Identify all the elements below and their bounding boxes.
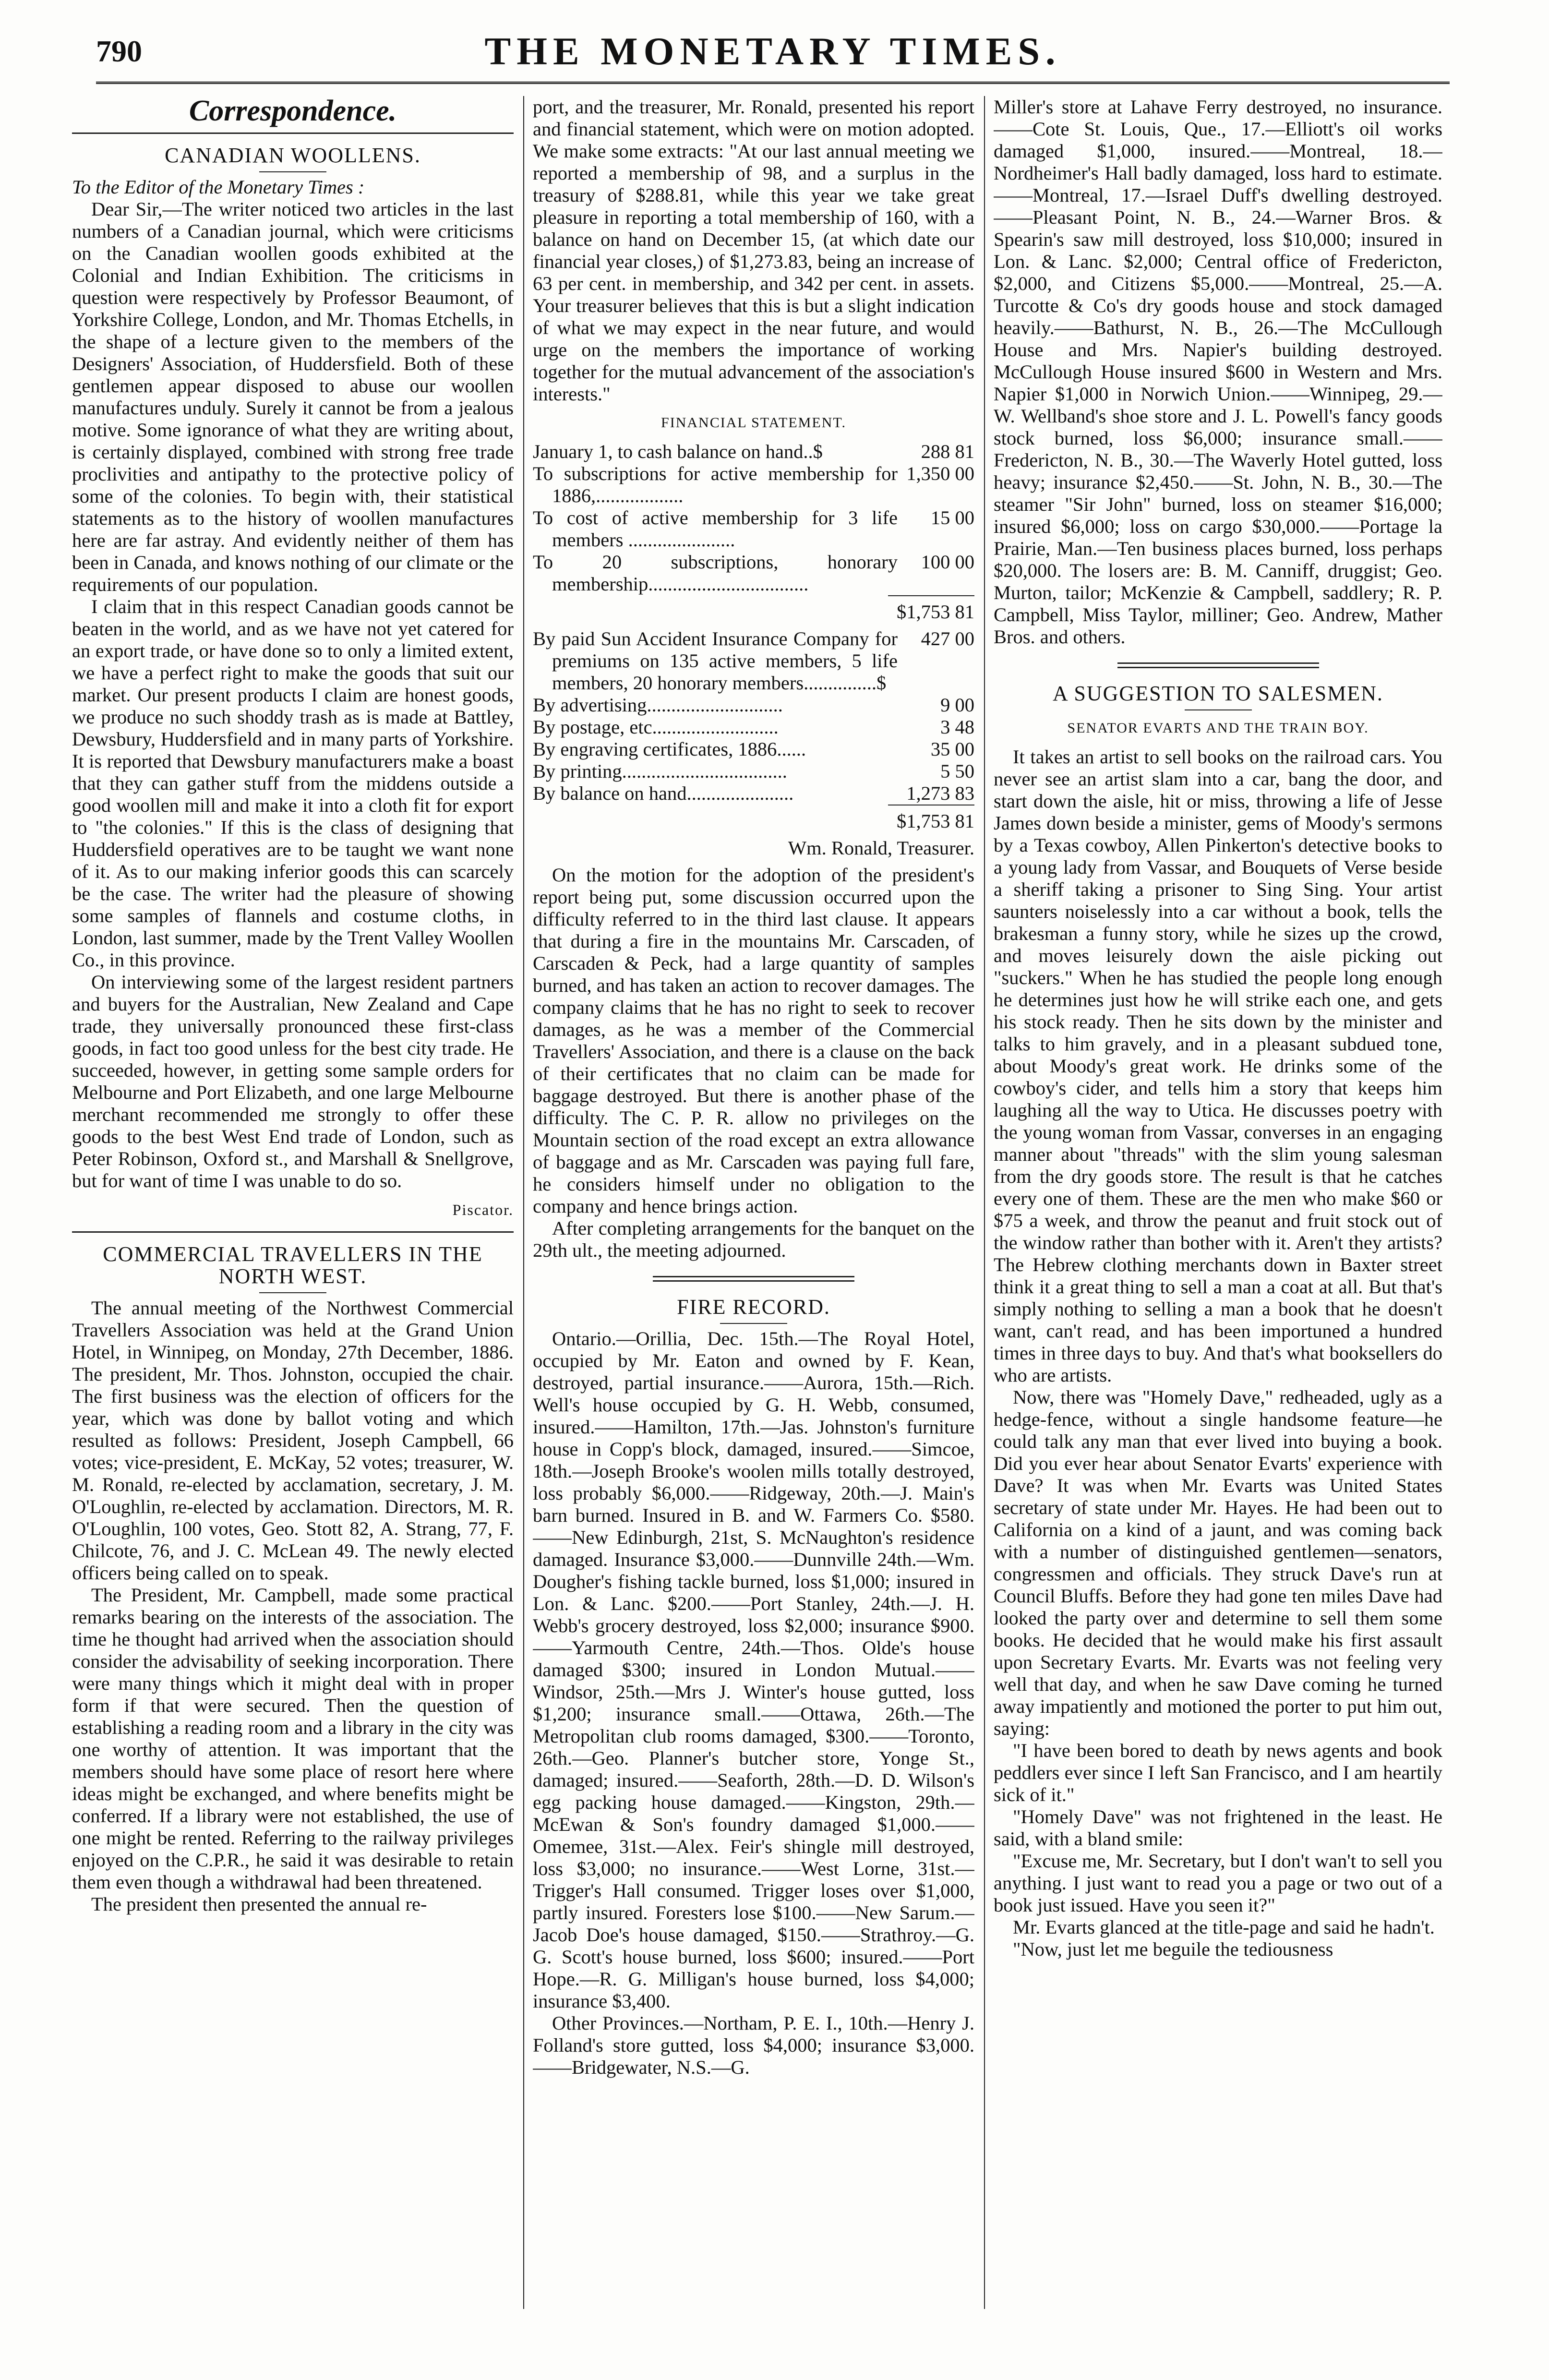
paragraph: I claim that in this respect Canadian goods cannot be beaten in the world, and as we have not yet catered for an export trade, or have done so to only a limited extent, we have a perfect right to make the goods that suit our market. Our present products I claim are honest goods, we produce no such shoddy trash as is made at Battley, Dewsbury, Huddersfield and in many parts of Yorkshire. It is reported that Dewsbury manufacturers make a boast that they can gather stuff from the middens outside a good woollen mill and make it into a cloth fit for export to "the colonies." If this is the class of designing that Huddersfield operatives are to be taught we want none of it. As to our making inferior goods this can scarcely be the case. The writer had the pleasure of showing some samples of flannels and costume cloths, in London, last summer, made by the Trent Valley Woollen Co., in this province. — [72, 596, 514, 971]
article-heading: A SUGGESTION TO SALESMEN. — [1053, 682, 1383, 705]
column-2 — [533, 96, 974, 2314]
signature: Piscator. — [452, 1201, 514, 1218]
financial-row-label: By engraving certificates, 1886...... — [533, 738, 806, 760]
financial-row — [533, 738, 974, 760]
divider — [72, 132, 514, 134]
financial-row-label: By postage, etc.......................... — [533, 716, 779, 738]
financial-table-expenditures — [533, 628, 974, 805]
financial-row-label: To 20 subscriptions, honorary membership................................. — [533, 551, 898, 595]
financial-row-value: 288 81 — [921, 441, 974, 462]
paragraph: Ontario.—Orillia, Dec. 15th.—The Royal Hotel, occupied by Mr. Eaton and owned by F. Kean, destroyed, partial insurance.——Aurora, 15th.—Rich. Well's house occupied by G. H. Webb, consumed, insured.——Hamilton, 17th.—Jas. Johnston's furniture house in Copp's block, damaged, insured.——Simcoe, 18th.—Joseph Brooke's woolen mills totally destroyed, loss probably $6,000.——Ridgeway, 20th.—J. Main's barn burned. Insured in B. and W. Farmers Co. $580.——New Edinburgh, 21st, S. McNaughton's residence damaged. Insurance $3,000.——Dunnville 24th.—Wm. Dougher's fishing tackle burned, loss $1,000; insured in Lon. & Lanc. $200.——Port Stanley, 24th.—J. H. Webb's grocery destroyed, loss $2,000; insurance $900.——Yarmouth Centre, 24th.—Thos. Olde's house damaged $300; insured in London Mutual.——Windsor, 25th.—Mrs J. Winter's house gutted, loss $1,200; insurance small.——Ottawa, 26th.—The Metropolitan club rooms damaged, $300.——Toronto, 26th.—Geo. Planner's butcher store, Yonge St., damaged; insured.——Seaforth, 28th.—D. D. Wilson's egg packing house damaged.——Kingston, 29th.—McEwan & Son's foundry damaged $1,000.——Omemee, 31st.—Alex. Feir's shingle mill destroyed, loss $3,000; no insurance.——West Lorne, 31st.—Trigger's Hall consumed. Trigger loses over $1,000, partly insured. Foresters lose $100.——New Sarum.—Jacob Doe's house damaged, $150.——Strathroy.—G. G. Scott's house burned, loss $600; insured.——Port Hope.—R. G. Milligan's house burned, loss $4,000; insurance $3,400. — [533, 1328, 974, 2012]
financial-row-value: 5 50 — [940, 760, 974, 782]
divider — [259, 1292, 326, 1293]
paragraph: Mr. Evarts glanced at the title-page and said he hadn't. — [1013, 1916, 1435, 1938]
divider — [1117, 662, 1319, 668]
financial-row-label: By balance on hand...................... — [533, 782, 794, 804]
financial-row — [533, 694, 974, 716]
financial-row-value: 35 00 — [930, 738, 974, 760]
section-title: Correspondence. — [189, 96, 397, 127]
financial-row — [533, 441, 974, 463]
column-divider — [984, 96, 985, 2309]
financial-row-label: To cost of active membership for 3 life members ...................... — [533, 507, 898, 551]
treasurer-signature: Wm. Ronald, Treasurer. — [788, 837, 974, 859]
paragraph: Miller's store at Lahave Ferry destroyed, no insurance.——Cote St. Louis, Que., 17.—Elliott's oil works damaged $1,000, insured.——Montreal, 18.—Nordheimer's Hall badly damaged, loss hard to estimate.——Montreal, 17.—Israel Duff's dwelling destroyed.——Pleasant Point, N. B., 24.—Warner Bros. & Spearin's saw mill destroyed, loss $10,000; insured in Lon. & Lanc. $2,000; Central office of Fredericton, $2,000, and Citizens $5,000.——Montreal, 25.—A. Turcotte & Co's dry goods house and stock damaged heavily.——Bathurst, N. B., 26.—The McCullough House and Mrs. Napier's building destroyed. McCullough House insured $600 in Western and Mrs. Napier $1,000 in Norwich Union.——Winnipeg, 29.—W. Wellband's shoe store and J. L. Powell's fancy goods stock burned, loss $6,000; insurance small.——Fredericton, N. B., 30.—The Waverly Hotel gutted, loss heavy; insurance $2,450.——St. John, N. B., 30.—The steamer "Sir John" burned, loss on steamer $16,000; insured $6,000; loss on cargo $30,000.——Portage la Prairie, Man.—Ten business places burned, loss perhaps $20,000. The losers are: B. M. Canniff, druggist; Geo. Murton, tailor; McKenzie & Campbell, saddlery; R. P. Campbell, Miss Taylor, milliner; Geo. Andrew, Mather Bros. and others. — [994, 96, 1442, 648]
financial-total: $1,753 81 — [897, 601, 974, 623]
paragraph: Now, there was "Homely Dave," redheaded, ugly as a hedge-fence, without a single handsome feature—he could talk any man that ever lived into buying a book. Did you ever hear about Senator Evarts' experience with Dave? It was when Mr. Evarts was United States secretary of state under Mr. Hayes. He had been out to California on a kind of a jaunt, and was coming back with a number of distinguished gentlemen—senators, congressmen and officials. They struck Dave's run at Council Bluffs. Before they had gone ten miles Dave had looked the party over and determine to sell them some books. He decided that he would make his first assault upon Secretary Evarts. Mr. Evarts was not feeling very well that day, and when he saw Dave coming he turned away impatiently and motioned the porter to put him out, saying: — [994, 1386, 1442, 1739]
divider — [1185, 709, 1252, 710]
paragraph: "Excuse me, Mr. Secretary, but I don't wan't to sell you anything. I just want to read you a page or two out of a book just issued. Have you seen it?" — [994, 1850, 1442, 1916]
financial-row — [533, 716, 974, 738]
financial-row-value: 1,273 83 — [906, 782, 974, 804]
paragraph: On interviewing some of the largest resident partners and buyers for the Australian, New Zealand and Cape trade, they universally pronounced these first-class goods, in fact too good unless for the best city trade. He succeeded, however, in getting some sample orders for Melbourne and Port Elizabeth, and one large Melbourne merchant recommended me strongly to offer these goods to the best West End trade of London, such as Peter Robinson, Oxford st., and Marshall & Snellgrove, but for want of time I was unable to do so. — [72, 971, 514, 1191]
financial-row-value: 100 00 — [921, 551, 974, 573]
paragraph: It takes an artist to sell books on the railroad cars. You never see an artist slam into a car, bang the door, and start down the aisle, hit or miss, throwing a life of Jesse James down beside a minister, gems of Moody's sermons by a Texas cowboy, Allen Pinkerton's detective books to a young lady from Vassar, and Bouquets of Verse beside a sheriff taking a prisoner to Sing Sing. Your artist saunters noiselessly into a car without a book, tells the brakesman a funny story, while he sizes up the crowd, and moves leisurely down the aisle picking out "suckers." When he has studied the people long enough he determines just how he will strike each one, and gets his stock ready. Then he sits down by the minister and talks to him gravely, and in a pleasant subdued tone, about Moody's great work. He drinks some of the cowboy's cider, and tells him a story that keeps him laughing all the way to Utica. He discusses poetry with the young woman from Vassar, converses in an engaging manner about "threads" with the slim young salesman from the dry goods store. The result is that he catches every one of them. These are the men who make $60 or $75 a week, and throw the peanut and fruit stock out of the window rather than bother with it. Aren't they artists? The Hebrew clothing merchants down in Baxter street think it a great thing to sell a man a coat at all. But that's simply nothing to selling a man a book that he doesn't want, can't read, and has been importuned a hundred times in three days to buy. And that's what booksellers do who are artists. — [994, 746, 1442, 1386]
divider — [72, 1231, 514, 1233]
paragraph: "I have been bored to death by news agents and book peddlers ever since I left San Francisco, and I am heartily sick of it." — [994, 1740, 1442, 1805]
financial-row-label: January 1, to cash balance on hand..$ — [533, 441, 823, 462]
salutation: To the Editor of the Monetary Times : — [72, 176, 365, 198]
financial-row — [533, 507, 974, 551]
divider — [259, 171, 326, 172]
column-1 — [72, 96, 514, 2314]
paragraph: Dear Sir,—The writer noticed two articles in the last numbers of a Canadian journal, which were criticisms on the Canadian woollen goods exhibited at the Colonial and Indian Exhibition. The criticisms in question were respectively by Professor Beaumont, of Yorkshire College, London, and Mr. Thomas Etchells, in the shape of a lecture given to the members of the Designers' Association, of Huddersfield. Both of these gentlemen appear disposed to abuse our woollen manufactures unduly. Surely it cannot be from a jealous motive. Some ignorance of what they are writing about, is certainly displayed, combined with strong free trade proclivities and antipathy to the protective policy of some of the colonies. To begin with, their statistical statements as to the history of woollen manufactures here are far astray. And evidently neither of them has been in Canada, and knows nothing of our climate or the requirements of our population. — [72, 198, 514, 595]
article-heading: COMMERCIAL TRAVELLERS IN THE NORTH WEST. — [103, 1242, 483, 1288]
page-header — [96, 29, 1450, 84]
article-subheading: SENATOR EVARTS AND THE TRAIN BOY. — [1067, 720, 1369, 736]
financial-row-value: 3 48 — [940, 716, 974, 738]
divider — [720, 1323, 787, 1324]
paragraph: The president then presented the annual re- — [91, 1893, 427, 1915]
paragraph: Other Provinces.—Northam, P. E. I., 10th.—Henry J. Folland's store gutted, loss $4,000; insurance $3,000.——Bridgewater, N.S.—G. — [533, 2012, 974, 2078]
financial-row — [533, 760, 974, 782]
article-heading: CANADIAN WOOLLENS. — [165, 144, 421, 167]
paragraph: "Now, just let me beguile the tediousness — [1013, 1938, 1333, 1960]
financial-row — [533, 782, 974, 805]
divider — [653, 1276, 854, 1282]
financial-row-label: To subscriptions for active membership for 1886,.................. — [533, 463, 898, 506]
table-heading: FINANCIAL STATEMENT. — [661, 415, 846, 431]
column-divider — [523, 96, 524, 2309]
financial-row-value: 427 00 — [921, 628, 974, 649]
total-rule — [888, 595, 974, 596]
financial-row-value: 15 00 — [930, 507, 974, 529]
financial-row-value: 1,350 00 — [906, 463, 974, 484]
article-heading: FIRE RECORD. — [677, 1295, 830, 1319]
paragraph: port, and the treasurer, Mr. Ronald, presented his report and financial statement, which were on motion adopted. We make some extracts: "At our last annual meeting we reported a membership of 98, and a surplus in the treasury of $288.81, while this year we take great pleasure in reporting a total membership of 160, with a balance on hand on December 15, (at which date our financial year closes,) of $1,273.83, being an increase of 63 per cent. in membership, and 342 per cent. in assets. Your treasurer believes that this is but a slight indication of what we may expect in the near future, and would urge on the members the importance of working together for the mutual advancement of the association's interests." — [533, 96, 974, 405]
financial-row-label: By printing.................................. — [533, 760, 787, 782]
paragraph: The President, Mr. Campbell, made some practical remarks bearing on the interests of the association. The time he thought had arrived when the association should consider the advisability of seeking incorporation. There were many things which it might deal with in proper form if that were secured. Then the question of establishing a reading room and a library in the city was one worthy of attention. It was important that the members should have some place of resort here where ideas might be exchanged, and where benefits might be conferred. If a library were not established, the use of one might be rented. Referring to the railway privileges enjoyed on the C.P.R., he said it was desirable to retain them even though a withdrawal had been threatened. — [72, 1584, 514, 1893]
masthead-title: THE MONETARY TIMES. — [484, 29, 1061, 73]
paragraph: The annual meeting of the Northwest Commercial Travellers Association was held at the Grand Union Hotel, in Winnipeg, on Monday, 27th December, 1886. The president, Mr. Thos. Johnston, occupied the chair. The first business was the election of officers for the year, which was done by ballot voting and which resulted as follows: President, Joseph Campbell, 66 votes; vice-president, E. McKay, 52 votes; treasurer, W. M. Ronald, re-elected by acclamation, secretary, J. M. O'Loughlin, re-elected by acclamation. Directors, M. R. O'Loughlin, 100 votes, Geo. Stott 82, A. Strang, 77, F. Chilcote, 76, and J. C. McLean 49. The newly elected officers being called on to speak. — [72, 1297, 514, 1584]
financial-table-receipts — [533, 441, 974, 595]
financial-row-value: 9 00 — [940, 694, 974, 716]
column-3 — [994, 96, 1442, 2314]
page-number: 790 — [96, 34, 142, 68]
paragraph: "Homely Dave" was not frightened in the least. He said, with a bland smile: — [994, 1806, 1442, 1850]
paragraph: After completing arrangements for the banquet on the 29th ult., the meeting adjourned. — [533, 1217, 974, 1261]
financial-row — [533, 628, 974, 694]
paragraph: On the motion for the adoption of the president's report being put, some discussion occurred upon the difficulty referred to in the third last clause. It appears that during a fire in the mountains Mr. Carscaden, of Carscaden & Peck, had a large quantity of samples burned, and has taken an action to recover damages. The company claims that he has no right to seek to recover damages, as he was a member of the Commercial Travellers' Association, and there is a clause on the back of their certificates that no claim can be made for baggage destroyed. But there is another phase of the difficulty. The C. P. R. allow no privileges on the Mountain section of the road except an extra allowance of baggage and as Mr. Carscaden was paying full fare, he considers himself under no obligation to the company and hence brings action. — [533, 864, 974, 1217]
financial-total: $1,753 81 — [897, 810, 974, 832]
financial-row — [533, 551, 974, 595]
financial-row — [533, 463, 974, 507]
financial-row-label: By paid Sun Accident Insurance Company for premiums on 135 active members, 5 life members, 20 honorary members...............$ — [533, 628, 898, 694]
financial-row-label: By advertising............................ — [533, 694, 783, 716]
